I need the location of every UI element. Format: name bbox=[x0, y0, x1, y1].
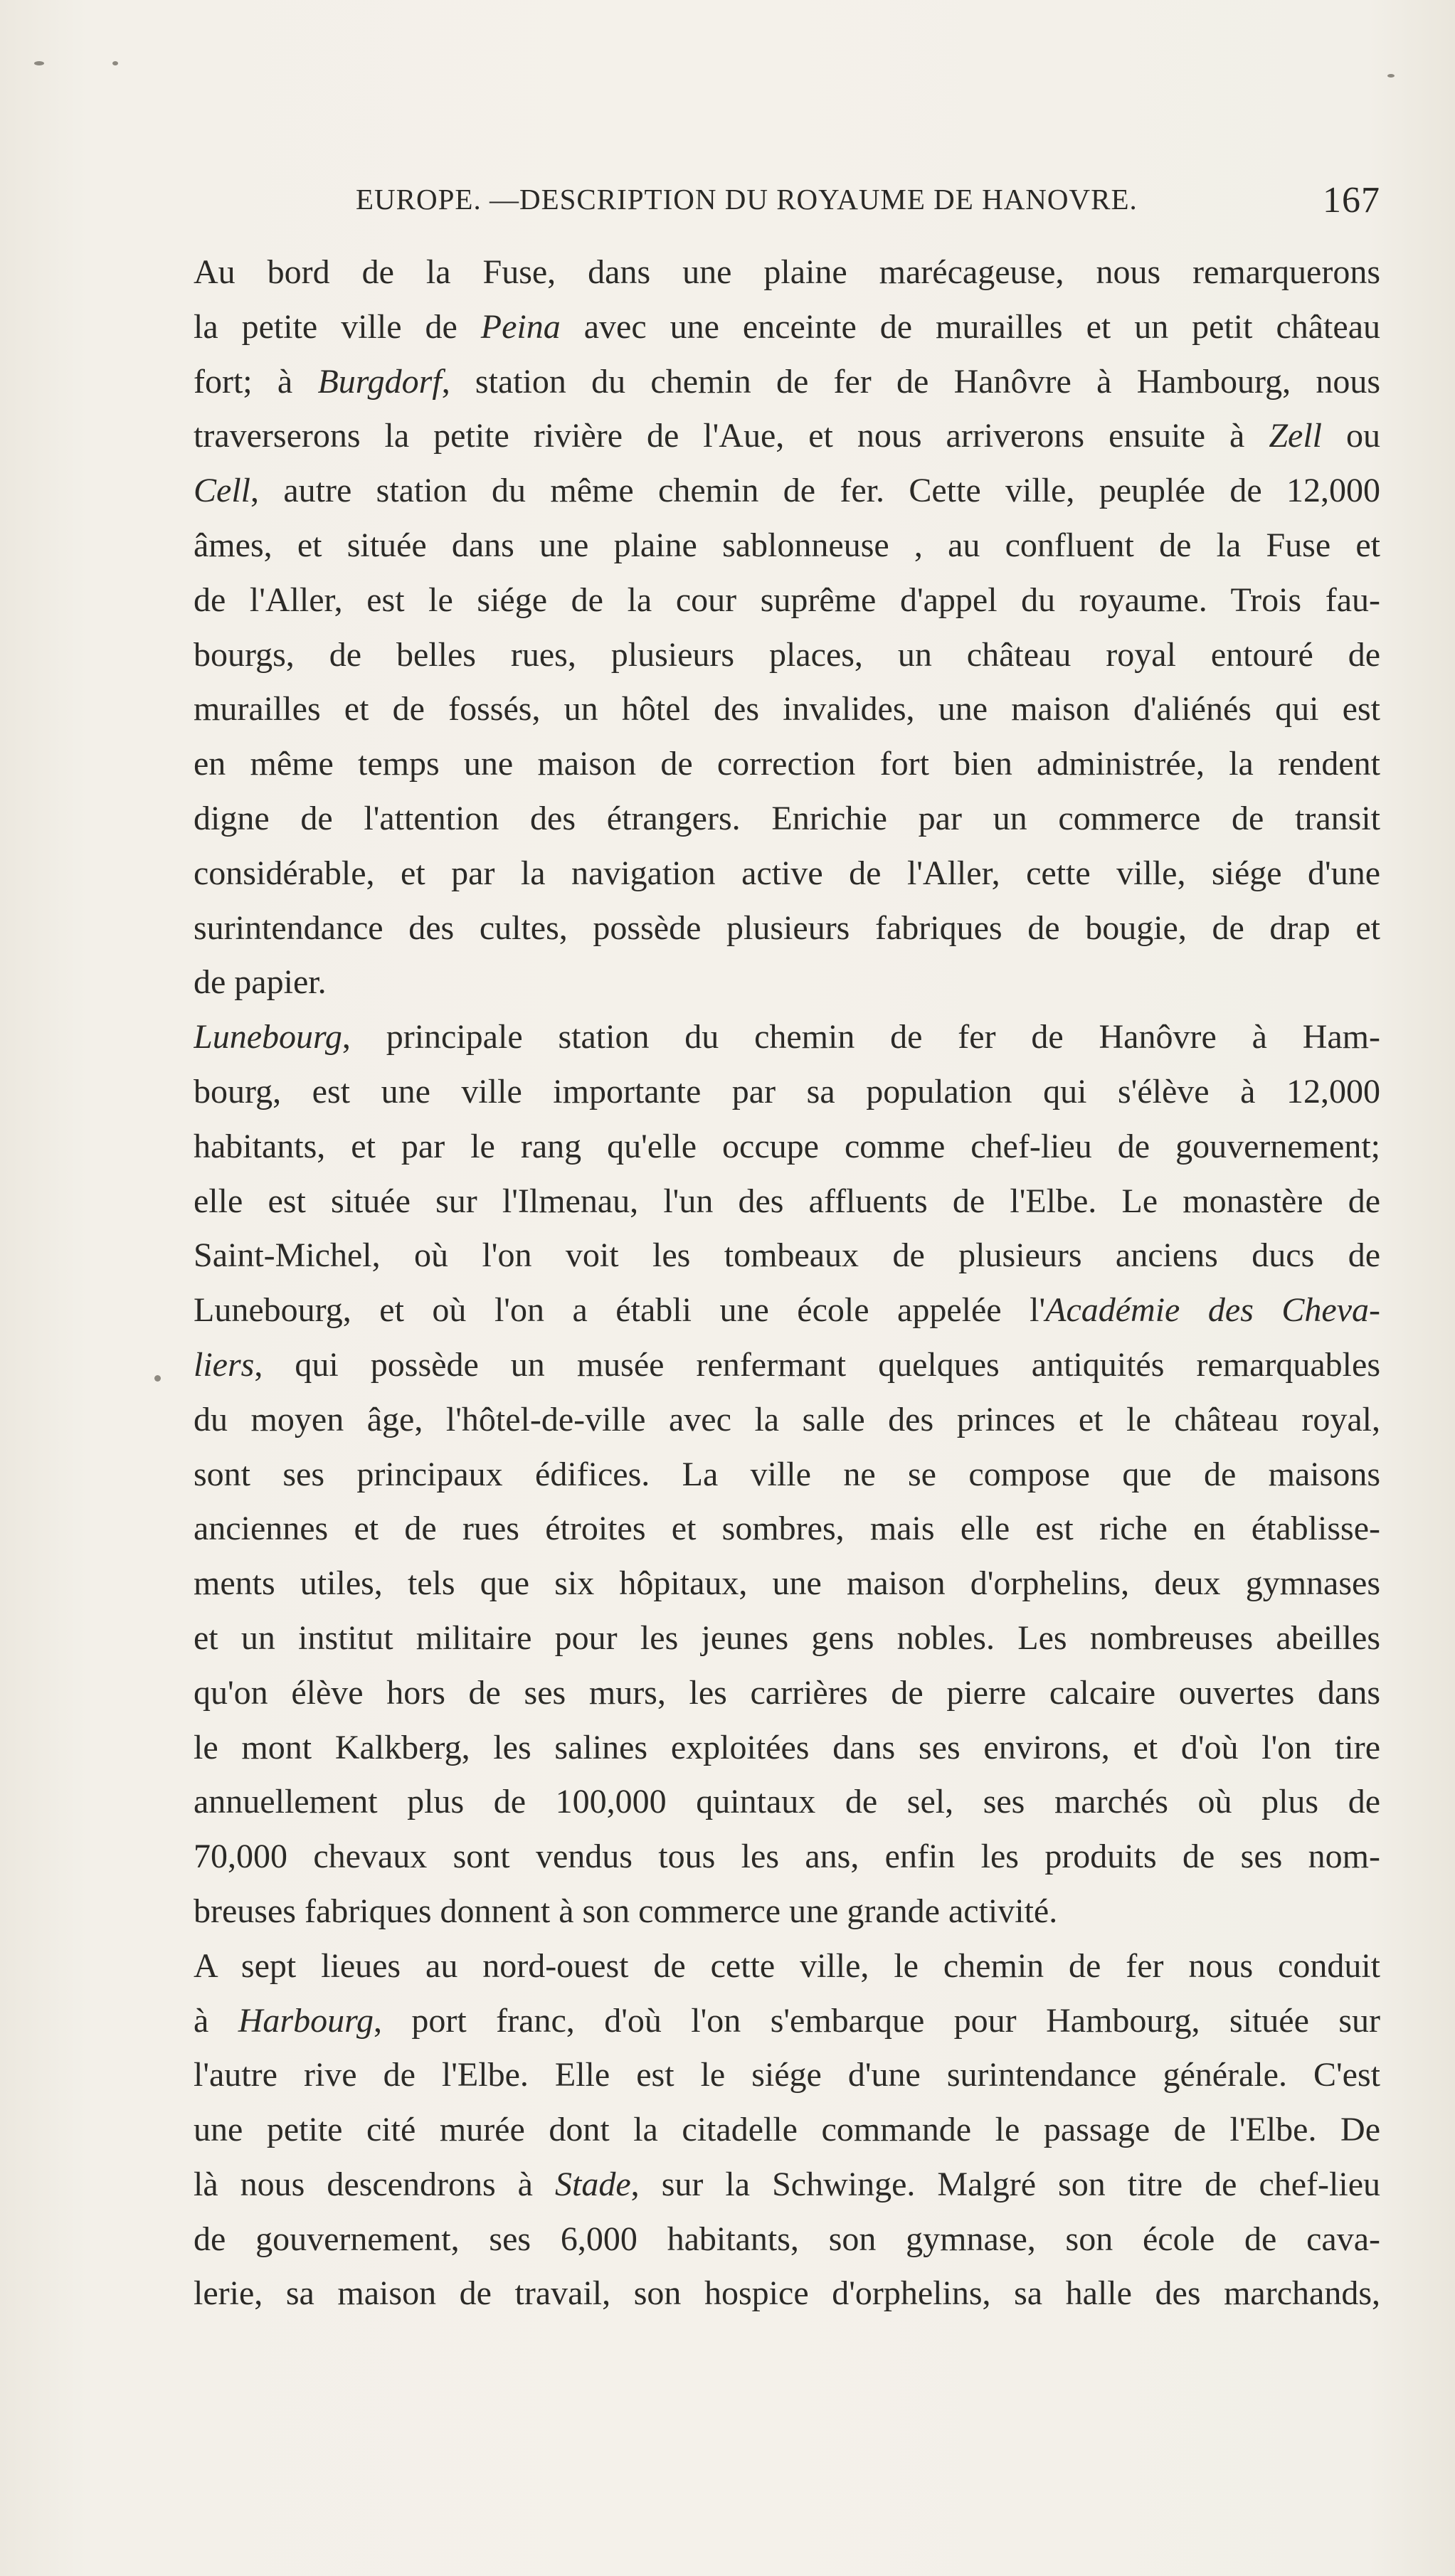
text-line: breuses fabriques donnent à son commerce une grande activité. bbox=[194, 1892, 1058, 1930]
text-line: surintendance des cultes, possède plusieurs fabriques de bougie, de drap et bbox=[194, 908, 1380, 947]
text-line: traverserons la petite rivière de l'Aue, et nous arriverons ensuite à Zell ou bbox=[194, 417, 1380, 455]
text-line: une petite cité murée dont la citadelle commande le passage de l'Elbe. De bbox=[194, 2111, 1380, 2149]
ink-speck bbox=[1387, 74, 1395, 78]
text-line: elle est située sur l'Ilmenau, l'un des affluents de l'Elbe. Le monastère de bbox=[194, 1182, 1380, 1220]
text-line: de gouvernement, ses 6,000 habitants, son gymnase, son école de cava- bbox=[194, 2220, 1380, 2258]
text-line: Au bord de la Fuse, dans une plaine marécageuse, nous remarquerons bbox=[194, 253, 1380, 291]
text-line: l'autre rive de l'Elbe. Elle est le siége d'une surintendance générale. C'est bbox=[194, 2056, 1380, 2094]
text-line: 70,000 chevaux sont vendus tous les ans, enfin les produits de ses nom- bbox=[194, 1838, 1380, 1876]
text-line: de papier. bbox=[194, 963, 327, 1002]
text-line: la petite ville de Peina avec une enceinte de murailles et un petit château bbox=[194, 307, 1380, 346]
page-number: 167 bbox=[1323, 180, 1380, 221]
text-line: en même temps une maison de correction fort bien administrée, la rendent bbox=[194, 745, 1380, 783]
text-line: considérable, et par la navigation active de l'Aller, cette ville, siége d'une bbox=[194, 854, 1380, 892]
text-line: âmes, et située dans une plaine sablonneuse , au confluent de la Fuse et bbox=[194, 526, 1380, 564]
ink-speck bbox=[112, 61, 118, 65]
text-line: ments utiles, tels que six hôpitaux, une maison d'orphelins, deux gymnases bbox=[194, 1564, 1380, 1603]
text-line: fort; à Burgdorf, station du chemin de fer de Hanôvre à Hambourg, nous bbox=[194, 362, 1380, 401]
text-line: habitants, et par le rang qu'elle occupe comme chef-lieu de gouvernement; bbox=[194, 1127, 1380, 1165]
text-line: bourg, est une ville importante par sa population qui s'élève à 12,000 bbox=[194, 1072, 1380, 1111]
text-line: lerie, sa maison de travail, son hospice d'orphelins, sa halle des marchands, bbox=[194, 2274, 1380, 2313]
text-line: le mont Kalkberg, les salines exploitées dans ses environs, et d'où l'on tire bbox=[194, 1728, 1380, 1766]
body-text bbox=[194, 245, 1380, 2321]
text-line: Lunebourg, et où l'on a établi une école appelée l'Académie des Cheva- bbox=[194, 1291, 1380, 1330]
text-line: bourgs, de belles rues, plusieurs places, un château royal entouré de bbox=[194, 635, 1380, 674]
text-line: digne de l'attention des étrangers. Enrichie par un commerce de transit bbox=[194, 799, 1380, 837]
header-title: EUROPE. —DESCRIPTION DU ROYAUME DE HANOVRE. bbox=[356, 183, 1138, 216]
text-line: annuellement plus de 100,000 quintaux de sel, ses marchés où plus de bbox=[194, 1783, 1380, 1821]
text-line: Cell, autre station du même chemin de fer. Cette ville, peuplée de 12,000 bbox=[194, 472, 1380, 510]
text-line: Lunebourg, principale station du chemin de fer de Hanôvre à Ham- bbox=[194, 1018, 1380, 1056]
text-line: Saint-Michel, où l'on voit les tombeaux de plusieurs anciens ducs de bbox=[194, 1236, 1380, 1275]
text-line: à Harbourg, port franc, d'où l'on s'embarque pour Hambourg, située sur bbox=[194, 2001, 1380, 2040]
text-line: anciennes et de rues étroites et sombres, mais elle est riche en établisse- bbox=[194, 1510, 1380, 1548]
text-line: là nous descendrons à Stade, sur la Schwinge. Malgré son titre de chef-lieu bbox=[194, 2165, 1380, 2203]
text-line: liers, qui possède un musée renfermant quelques antiquités remarquables bbox=[194, 1345, 1380, 1384]
ink-speck bbox=[154, 1375, 161, 1382]
text-line: du moyen âge, l'hôtel-de-ville avec la salle des princes et le château royal, bbox=[194, 1400, 1380, 1438]
running-header bbox=[356, 179, 1380, 229]
text-line: et un institut militaire pour les jeunes gens nobles. Les nombreuses abeilles bbox=[194, 1618, 1380, 1657]
text-line: qu'on élève hors de ses murs, les carrières de pierre calcaire ouvertes dans bbox=[194, 1673, 1380, 1712]
text-line: sont ses principaux édifices. La ville ne se compose que de maisons bbox=[194, 1455, 1380, 1493]
ink-speck bbox=[34, 61, 44, 65]
text-line: de l'Aller, est le siége de la cour suprême d'appel du royaume. Trois fau- bbox=[194, 581, 1380, 619]
text-line: A sept lieues au nord-ouest de cette ville, le chemin de fer nous conduit bbox=[194, 1946, 1380, 1985]
text-line: murailles et de fossés, un hôtel des invalides, une maison d'aliénés qui est bbox=[194, 690, 1380, 728]
